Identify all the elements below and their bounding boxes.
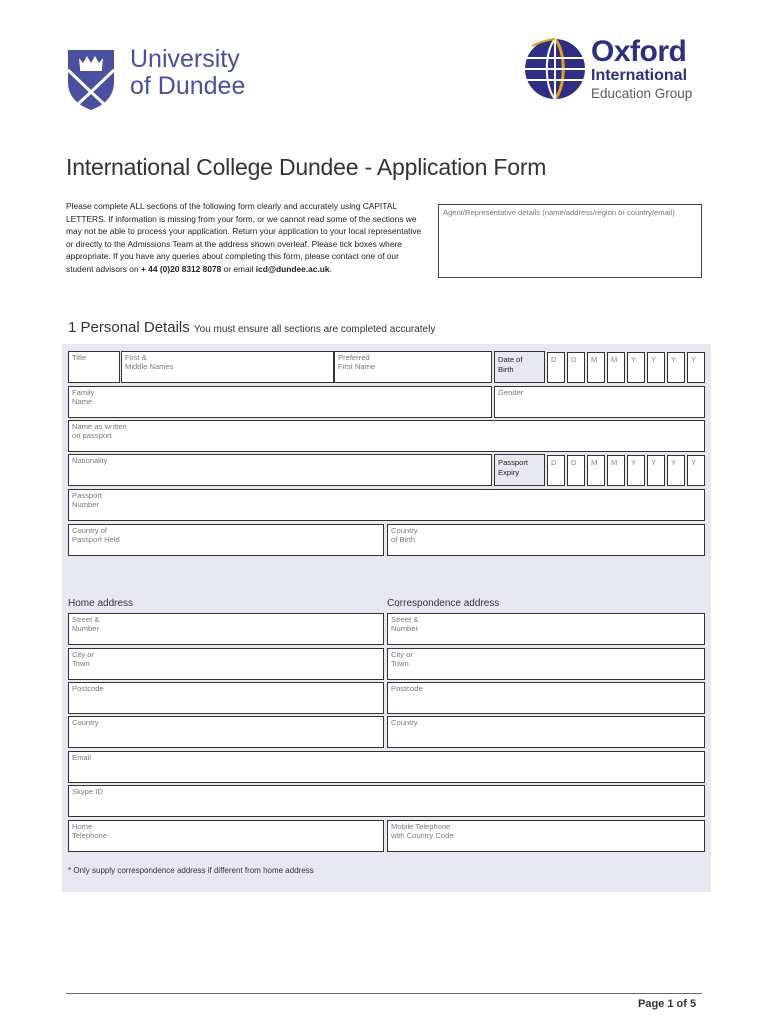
page-title: International College Dundee - Application Form: [66, 154, 547, 180]
dob-box-letter: Y: [631, 355, 637, 364]
expiry-box-letter: D: [571, 458, 577, 467]
country-passport-field[interactable]: [68, 524, 384, 556]
first-names-field[interactable]: [121, 351, 334, 383]
first-names-label: First & Middle Names: [125, 353, 174, 371]
email-field[interactable]: [68, 751, 705, 783]
expiry-box[interactable]: [547, 455, 565, 486]
home-country-field[interactable]: [68, 716, 384, 748]
country-passport-label: Country of Passport Held: [72, 526, 120, 544]
corr-country-field[interactable]: [387, 716, 705, 748]
home-street-field[interactable]: [68, 613, 384, 645]
mobile-telephone-label: Mobile Telephone with Country Code: [391, 822, 454, 840]
mobile-telephone-field[interactable]: [387, 820, 705, 852]
home-telephone-label: Home Telephone: [72, 822, 108, 840]
expiry-box-letter: Y: [671, 458, 677, 467]
correspondence-address-heading: Correspondence address: [387, 598, 500, 609]
dob-box-letter: Y: [671, 355, 677, 364]
home-street-label: Street & Number: [72, 615, 100, 633]
dob-box[interactable]: [647, 352, 665, 383]
section-title: [68, 319, 435, 336]
home-address-heading: Home address: [68, 598, 134, 609]
country-birth-field[interactable]: [387, 524, 705, 556]
expiry-box[interactable]: [667, 455, 685, 486]
intro-end: .: [329, 263, 332, 274]
expiry-box[interactable]: [587, 455, 605, 486]
oxford-international-globe-logo: [524, 38, 586, 100]
title-field[interactable]: [68, 351, 120, 383]
corr-country-label: Country: [391, 718, 418, 727]
expiry-box-letter: Y: [691, 458, 697, 467]
university-of-dundee-wordmark: University of Dundee: [130, 45, 246, 100]
nationality-label: Nationality: [72, 456, 108, 465]
preferred-name-field[interactable]: [334, 351, 492, 383]
corr-street-label: Street & Number: [391, 615, 419, 633]
passport-number-field[interactable]: [68, 489, 705, 521]
corr-city-label: City or Town: [391, 650, 413, 668]
agent-details-field[interactable]: [438, 204, 702, 278]
agent-details-label: Agent/Representative details (name/address/region or country/email): [443, 208, 675, 217]
gender-label: Gender: [498, 388, 524, 397]
home-postcode-field[interactable]: [68, 682, 384, 714]
dob-box[interactable]: [627, 352, 645, 383]
dob-box-letter: Y: [691, 355, 697, 364]
passport-name-field[interactable]: [68, 420, 705, 452]
dob-box-letter: D: [551, 355, 557, 364]
dob-box-letter: Y: [651, 355, 657, 364]
family-name-field[interactable]: [68, 386, 492, 418]
dob-box-letter: M: [591, 355, 598, 364]
section-subtitle: You must ensure all sections are completed accurately: [193, 324, 436, 335]
expiry-box[interactable]: [647, 455, 665, 486]
expiry-box[interactable]: [607, 455, 625, 486]
passport-number-label: Passport Number: [72, 491, 102, 509]
dob-box-letter: D: [571, 355, 577, 364]
family-name-label: Family Name: [72, 388, 95, 406]
corr-city-field[interactable]: [387, 648, 705, 680]
education-group-wordmark: Education Group: [591, 86, 693, 101]
dob-box[interactable]: [587, 352, 605, 383]
country-birth-label: Country of Birth: [391, 526, 418, 544]
email-link[interactable]: icd@dundee.ac.uk: [255, 263, 330, 274]
preferred-name-label: Preferred First Name: [338, 353, 376, 371]
intro-text: Please complete ALL sections of the following form clearly and accurately using CAPITAL LETTERS. If information is missing from your form, or we cannot read some of the sections we may not be able to process your application. Return your application to your local representative or directly to the Admissions Team at the address shown overleaf. Please tick boxes where appropriate. If you have any queries about completing this form, please contact one of our student advisors on: [66, 201, 422, 274]
title-label: Title: [72, 353, 87, 362]
skype-label: Skype ID: [72, 787, 103, 796]
correspondence-footnote: * Only supply correspondence address if different from home address: [68, 866, 314, 875]
dob-box[interactable]: [687, 352, 705, 383]
phone-number: + 44 (0)20 8312 8078: [140, 263, 222, 274]
gender-field[interactable]: [494, 386, 705, 418]
dob-box[interactable]: [567, 352, 585, 383]
intro-paragraph: [66, 200, 426, 275]
dob-label: Date of Birth: [498, 355, 523, 374]
passport-expiry-label-block: [494, 454, 545, 486]
dob-box[interactable]: [547, 352, 565, 383]
expiry-box-letter: M: [591, 458, 598, 467]
corr-street-field[interactable]: [387, 613, 705, 645]
expiry-box-letter: M: [611, 458, 618, 467]
expiry-box-letter: Y: [631, 458, 637, 467]
dob-box[interactable]: [667, 352, 685, 383]
passport-name-label: Name as written on passport: [72, 422, 127, 440]
expiry-box-letter: D: [551, 458, 557, 467]
section-number-title: 1 Personal Details: [68, 319, 190, 336]
international-wordmark: International: [591, 67, 688, 84]
expiry-box[interactable]: [687, 455, 705, 486]
university-of-dundee-shield-logo: [66, 48, 116, 112]
email-label: Email: [72, 753, 91, 762]
nationality-field[interactable]: [68, 454, 492, 486]
expiry-box[interactable]: [567, 455, 585, 486]
dob-box-letter: M: [611, 355, 618, 364]
skype-field[interactable]: [68, 785, 705, 817]
oxford-wordmark: Oxford: [591, 35, 687, 68]
dob-box[interactable]: [607, 352, 625, 383]
corr-postcode-label: Postcode: [391, 684, 423, 693]
home-city-field[interactable]: [68, 648, 384, 680]
dob-label-block: [494, 351, 545, 383]
home-telephone-field[interactable]: [68, 820, 384, 852]
intro-or-email: or email: [221, 263, 256, 274]
page-number: Page 1 of 5: [638, 998, 697, 1010]
expiry-box[interactable]: [627, 455, 645, 486]
expiry-box-letter: Y: [651, 458, 657, 467]
home-city-label: City or Town: [72, 650, 94, 668]
passport-expiry-label: Passport Expiry: [498, 458, 528, 477]
home-postcode-label: Postcode: [72, 684, 104, 693]
home-country-label: Country: [72, 718, 99, 727]
personal-details-panel: [62, 344, 711, 892]
footer-divider: [66, 993, 702, 994]
corr-postcode-field[interactable]: [387, 682, 705, 714]
